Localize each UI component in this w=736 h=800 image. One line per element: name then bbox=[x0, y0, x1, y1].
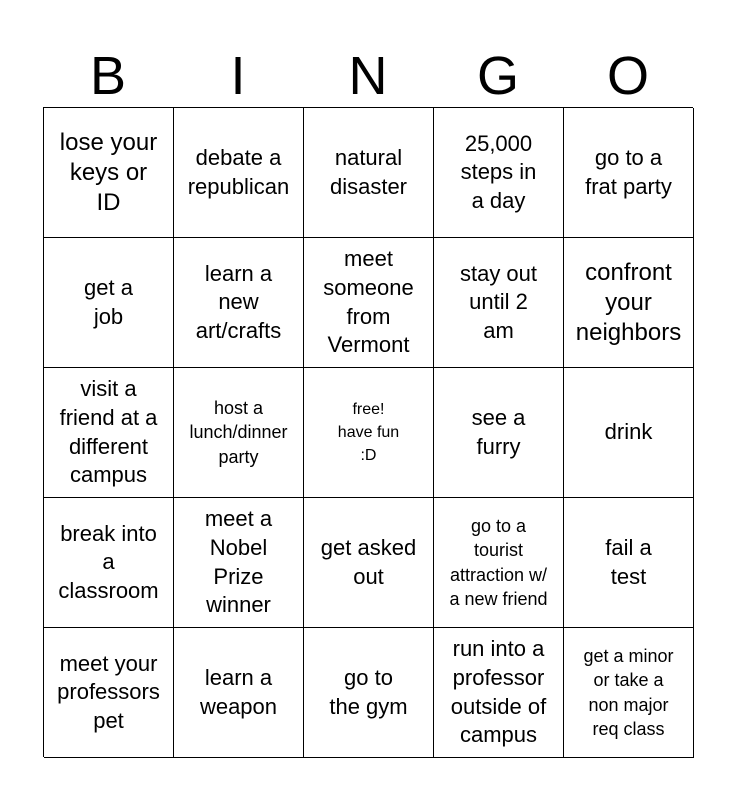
bingo-header bbox=[43, 44, 693, 108]
bingo-cell[interactable] bbox=[434, 108, 564, 238]
cell-text: go to a frat party bbox=[585, 144, 672, 199]
bingo-cell[interactable] bbox=[564, 238, 694, 368]
cell-text: run into a professor outside of campus bbox=[450, 636, 547, 748]
bingo-cell[interactable] bbox=[174, 238, 304, 368]
cell-text: learn a new art/crafts bbox=[195, 260, 282, 343]
cell-text: get asked out bbox=[320, 534, 417, 589]
cell-text: lose your keys or ID bbox=[59, 128, 158, 216]
cell-text: free! have fun :D bbox=[337, 400, 400, 465]
bingo-cell[interactable] bbox=[564, 498, 694, 628]
cell-text: drink bbox=[604, 419, 653, 445]
cell-text: visit a friend at a different campus bbox=[59, 376, 158, 488]
header-letter-b: B bbox=[89, 46, 127, 106]
cell-text: see a furry bbox=[471, 404, 526, 459]
cell-text: stay out until 2 am bbox=[459, 260, 538, 343]
bingo-cell[interactable] bbox=[174, 498, 304, 628]
cell-text: meet a Nobel Prize winner bbox=[204, 506, 273, 618]
cell-text: go to a tourist attraction w/ a new friend bbox=[449, 515, 548, 609]
bingo-cell[interactable] bbox=[44, 108, 174, 238]
bingo-cell[interactable] bbox=[304, 498, 434, 628]
bingo-cell[interactable] bbox=[434, 368, 564, 498]
cell-text: natural disaster bbox=[329, 144, 408, 199]
cell-text: confront your neighbors bbox=[575, 258, 682, 346]
bingo-cell[interactable] bbox=[304, 108, 434, 238]
bingo-board bbox=[43, 107, 693, 757]
cell-text: meet your professors pet bbox=[57, 650, 160, 733]
bingo-cell[interactable] bbox=[304, 238, 434, 368]
cell-text: get a minor or take a non major req class bbox=[583, 645, 674, 739]
header-letter-o: O bbox=[606, 46, 649, 106]
bingo-cell[interactable] bbox=[564, 628, 694, 758]
free-space-cell[interactable] bbox=[304, 368, 434, 498]
cell-text: go to the gym bbox=[329, 664, 408, 719]
bingo-cell[interactable] bbox=[44, 368, 174, 498]
bingo-cell[interactable] bbox=[174, 108, 304, 238]
cell-text: fail a test bbox=[605, 534, 652, 589]
cell-text: meet someone from Vermont bbox=[323, 246, 414, 358]
cell-text: learn a weapon bbox=[199, 664, 278, 719]
bingo-cell[interactable] bbox=[174, 368, 304, 498]
bingo-cell[interactable] bbox=[564, 368, 694, 498]
bingo-cell[interactable] bbox=[434, 238, 564, 368]
bingo-cell[interactable] bbox=[434, 498, 564, 628]
header-letter-n: N bbox=[348, 46, 388, 106]
cell-text: get a job bbox=[84, 274, 133, 329]
header-letter-i: I bbox=[230, 46, 246, 106]
bingo-cell[interactable] bbox=[44, 238, 174, 368]
cell-text: break into a classroom bbox=[58, 520, 159, 603]
bingo-cell[interactable] bbox=[44, 628, 174, 758]
bingo-cell[interactable] bbox=[304, 628, 434, 758]
cell-text: host a lunch/dinner party bbox=[189, 398, 288, 467]
cell-text: debate a republican bbox=[187, 144, 290, 199]
bingo-cell[interactable] bbox=[564, 108, 694, 238]
header-letter-g: G bbox=[476, 46, 519, 106]
bingo-cell[interactable] bbox=[434, 628, 564, 758]
bingo-cell[interactable] bbox=[174, 628, 304, 758]
bingo-cell[interactable] bbox=[44, 498, 174, 628]
cell-text: 25,000 steps in a day bbox=[460, 130, 537, 213]
